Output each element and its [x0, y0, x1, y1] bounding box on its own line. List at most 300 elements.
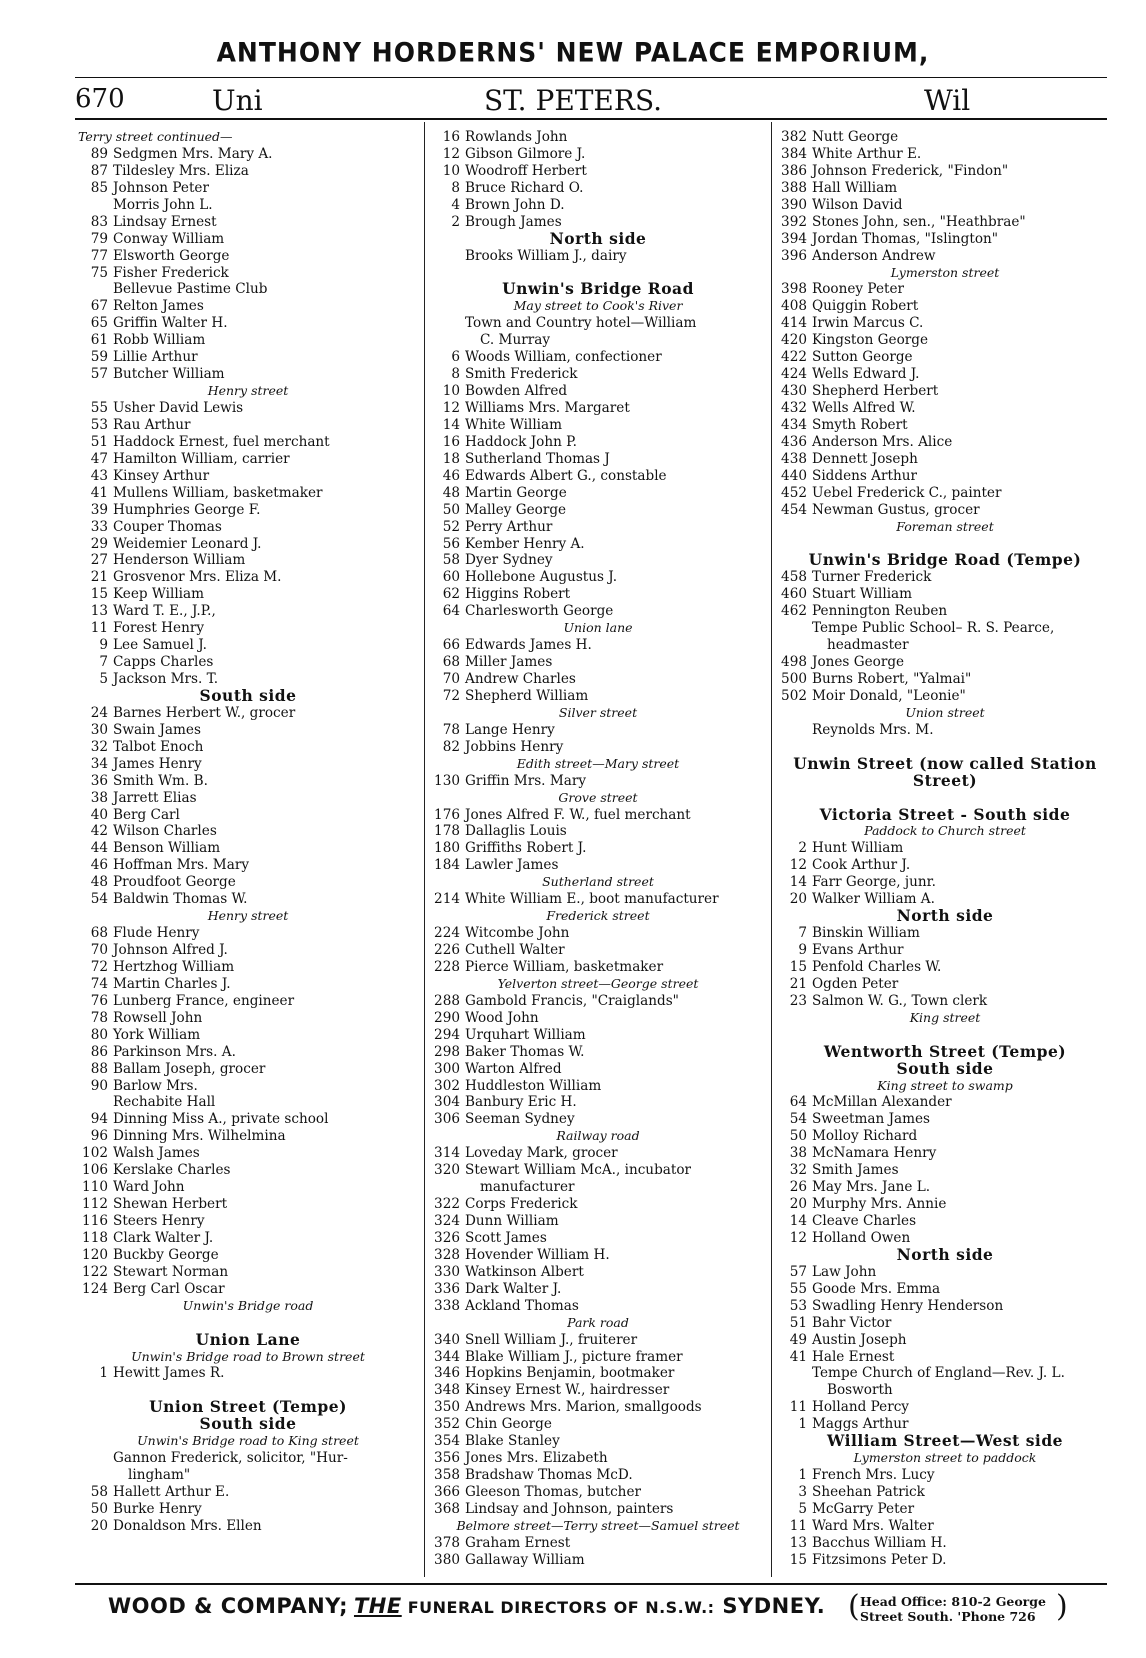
house-number: 1	[99, 1365, 108, 1382]
resident-name: Hovender William H.	[465, 1246, 610, 1263]
directory-entry	[78, 1247, 418, 1264]
house-number: 60	[442, 569, 460, 586]
resident-name: Sutton George	[812, 349, 913, 366]
directory-entry	[777, 315, 1113, 332]
directory-entry	[430, 840, 766, 857]
resident-name: Kinsey Arthur	[113, 467, 210, 484]
brace-left: (	[848, 1589, 860, 1624]
resident-name: Johnson Frederick, "Findon"	[812, 162, 1009, 179]
resident-name: Sweetman James	[812, 1111, 931, 1128]
house-number: 24	[90, 704, 108, 721]
house-number: 354	[434, 1433, 460, 1450]
directory-entry	[78, 1078, 418, 1095]
resident-name: Goode Mrs. Emma	[812, 1280, 941, 1297]
directory-entry	[78, 1230, 418, 1247]
house-number: 322	[434, 1196, 460, 1213]
house-number: 13	[90, 603, 108, 620]
resident-name: Fitzsimons Peter D.	[812, 1551, 947, 1568]
directory-entry	[777, 485, 1113, 502]
directory-entry	[430, 722, 766, 739]
directory-entry	[430, 214, 766, 231]
house-number: 422	[781, 349, 807, 366]
resident-name: Johnson Peter	[113, 179, 209, 196]
directory-entry	[78, 603, 418, 620]
resident-name: Grosvenor Mrs. Eliza M.	[113, 569, 282, 586]
directory-entry	[430, 1298, 766, 1315]
cross-street-label: Unwin's Bridge road to Brown street	[131, 1348, 365, 1364]
spacer	[777, 739, 1113, 756]
house-number: 10	[442, 383, 460, 400]
house-number: 6	[451, 349, 460, 366]
directory-entry-unnumbered: Town and Country hotel—William	[465, 315, 697, 332]
resident-name: Rowlands John	[465, 129, 568, 145]
house-number: 18	[442, 450, 460, 467]
house-number: 348	[434, 1382, 460, 1399]
directory-entry	[777, 1349, 1113, 1366]
directory-entry	[78, 823, 418, 840]
resident-name: Smyth Robert	[812, 416, 908, 433]
resident-name: Siddens Arthur	[812, 467, 917, 484]
directory-entry	[777, 688, 1113, 705]
house-number: 346	[434, 1365, 460, 1382]
spacer	[78, 1315, 418, 1332]
directory-entry	[430, 1349, 766, 1366]
house-number: 356	[434, 1450, 460, 1467]
resident-name: Dinning Mrs. Wilhelmina	[113, 1128, 286, 1145]
house-number: 29	[90, 535, 108, 552]
cross-street-label: Silver street	[558, 704, 638, 720]
resident-name: Hunt William	[812, 840, 904, 857]
directory-entry	[78, 1264, 418, 1281]
house-number: 380	[434, 1551, 460, 1568]
house-number: 88	[90, 1060, 108, 1077]
house-number: 122	[82, 1263, 108, 1280]
house-number: 33	[90, 518, 108, 535]
directory-entry	[430, 1044, 766, 1061]
directory-entry	[430, 434, 766, 451]
directory-entry	[78, 857, 418, 874]
resident-name: Walker William A.	[812, 891, 935, 908]
continuation-note: Terry street continued—	[78, 129, 233, 144]
house-number: 48	[442, 484, 460, 501]
house-number: 83	[90, 213, 108, 230]
resident-name: McNamara Henry	[812, 1145, 937, 1162]
house-number: 390	[781, 196, 807, 213]
resident-name: Barlow Mrs.	[113, 1077, 198, 1094]
resident-name: Penfold Charles W.	[812, 958, 942, 975]
house-number: 20	[789, 1196, 807, 1213]
directory-entry	[78, 637, 418, 654]
directory-entry	[78, 976, 418, 993]
house-number: 366	[434, 1484, 460, 1500]
directory-entry	[430, 519, 766, 536]
resident-name: Chin George	[465, 1416, 552, 1433]
directory-entry	[430, 671, 766, 688]
resident-name: Austin Joseph	[812, 1331, 907, 1348]
house-number: 502	[781, 687, 807, 704]
directory-entry	[78, 231, 418, 248]
resident-name: Jones Mrs. Elizabeth	[465, 1450, 608, 1467]
resident-name: Blake Stanley	[465, 1433, 560, 1450]
directory-entry	[777, 1281, 1113, 1298]
house-number: 396	[781, 247, 807, 264]
directory-entry	[777, 163, 1113, 180]
cross-street-label: Railway road	[556, 1128, 640, 1144]
resident-name: Hoffman Mrs. Mary	[113, 857, 250, 874]
directory-entry	[430, 1213, 766, 1230]
directory-entry	[78, 552, 418, 569]
directory-entry	[777, 1399, 1113, 1416]
resident-name: Burke Henry	[113, 1500, 202, 1517]
resident-name: Hallett Arthur E.	[113, 1484, 230, 1500]
resident-name: Seeman Sydney	[465, 1111, 575, 1128]
resident-name: Berg Carl	[113, 806, 180, 823]
house-number: 39	[90, 501, 108, 518]
header-rule	[75, 118, 1107, 120]
resident-name: Gambold Francis, "Craiglands"	[465, 992, 679, 1009]
cross-street-label: Park road	[567, 1314, 629, 1330]
directory-entry	[430, 1010, 766, 1027]
house-number: 420	[781, 332, 807, 349]
resident-name: Bowden Alfred	[465, 383, 568, 400]
footer-slogan	[108, 1594, 825, 1618]
house-number: 12	[789, 857, 807, 874]
directory-entry	[430, 654, 766, 671]
house-number: 434	[781, 416, 807, 433]
house-number: 394	[781, 230, 807, 247]
resident-name: Pierce William, basketmaker	[465, 958, 664, 975]
directory-entry	[430, 552, 766, 569]
street-heading: South side	[199, 687, 297, 705]
resident-name: McGarry Peter	[812, 1500, 915, 1517]
directory-entry	[78, 1196, 418, 1213]
resident-name: Binskin William	[812, 925, 920, 942]
resident-name: Dark Walter J.	[465, 1280, 562, 1297]
directory-entry	[777, 468, 1113, 485]
resident-name: Lange Henry	[465, 721, 555, 738]
house-number: 388	[781, 179, 807, 196]
house-number: 436	[781, 433, 807, 450]
house-number: 408	[781, 298, 807, 315]
resident-name: Ogden Peter	[812, 975, 899, 992]
resident-name: Murphy Mrs. Annie	[812, 1196, 947, 1213]
directory-entry	[777, 1298, 1113, 1315]
directory-entry-unnumbered: Morris John L.	[113, 196, 213, 213]
house-number: 414	[781, 315, 807, 332]
resident-name: Swain James	[113, 721, 201, 738]
street-heading: Wentworth Street (Tempe)	[823, 1043, 1067, 1061]
directory-entry	[78, 620, 418, 637]
resident-name: Anderson Andrew	[812, 247, 936, 264]
cross-street-label: Unwin's Bridge road to King street	[137, 1433, 359, 1449]
resident-name: Bahr Victor	[812, 1314, 892, 1331]
house-number: 440	[781, 467, 807, 484]
house-number: 50	[90, 1500, 108, 1517]
left-guide-word: Uni	[212, 84, 263, 117]
directory-entry-continuation: C. Murray	[480, 332, 551, 349]
house-number: 352	[434, 1416, 460, 1433]
resident-name: Farr George, junr.	[812, 874, 936, 891]
house-number: 16	[442, 129, 460, 145]
directory-entry	[777, 1128, 1113, 1145]
resident-name: Flude Henry	[113, 925, 200, 942]
resident-name: Lillie Arthur	[113, 349, 198, 366]
resident-name: Corps Frederick	[465, 1196, 578, 1213]
directory-entry	[777, 1315, 1113, 1332]
directory-entry	[430, 603, 766, 620]
house-number: 5	[798, 1500, 807, 1517]
directory-entry	[777, 1179, 1113, 1196]
resident-name: Lee Samuel J.	[113, 637, 207, 654]
resident-name: Woodroff Herbert	[465, 162, 587, 179]
house-number: 378	[434, 1534, 460, 1551]
directory-entry	[430, 1399, 766, 1416]
directory-entry	[78, 434, 418, 451]
resident-name: Wood John	[465, 1009, 539, 1026]
directory-entry	[78, 807, 418, 824]
resident-name: Ward T. E., J.P.,	[113, 603, 216, 620]
directory-entry	[430, 1501, 766, 1518]
resident-name: Uebel Frederick C., painter	[812, 484, 1002, 501]
directory-entry	[777, 1145, 1113, 1162]
resident-name: Keep William	[113, 586, 205, 603]
resident-name: Weidemier Leonard J.	[113, 535, 262, 552]
house-number: 96	[90, 1128, 108, 1145]
resident-name: Ward John	[113, 1179, 185, 1196]
directory-entry-continuation: lingham"	[128, 1467, 191, 1484]
house-number: 94	[90, 1111, 108, 1128]
directory-entry	[777, 671, 1113, 688]
resident-name: White Arthur E.	[812, 145, 922, 162]
footer-office-note	[848, 1589, 1068, 1624]
directory-entry	[777, 417, 1113, 434]
resident-name: Barnes Herbert W., grocer	[113, 704, 296, 721]
house-number: 344	[434, 1348, 460, 1365]
house-number: 68	[442, 654, 460, 671]
house-number: 1	[798, 1467, 807, 1484]
resident-name: Baker Thomas W.	[465, 1043, 585, 1060]
directory-entry	[430, 366, 766, 383]
resident-name: Griffiths Robert J.	[465, 840, 587, 857]
house-number: 68	[90, 925, 108, 942]
resident-name: Shepherd Herbert	[812, 383, 939, 400]
resident-name: Mullens William, basketmaker	[113, 484, 323, 501]
resident-name: Butcher William	[113, 366, 225, 383]
resident-name: Brown John D.	[465, 196, 565, 213]
house-number: 55	[789, 1280, 807, 1297]
house-number: 42	[90, 823, 108, 840]
directory-entry	[430, 451, 766, 468]
directory-entry	[430, 925, 766, 942]
resident-name: Griffin Walter H.	[113, 315, 228, 332]
resident-name: Couper Thomas	[113, 518, 222, 535]
cross-street-label: Union lane	[563, 620, 633, 636]
house-number: 32	[789, 1162, 807, 1179]
resident-name: Andrew Charles	[465, 671, 576, 687]
house-number: 56	[442, 535, 460, 552]
directory-entry	[777, 976, 1113, 993]
resident-name: Conway William	[113, 230, 225, 247]
resident-name: Tildesley Mrs. Eliza	[113, 162, 249, 179]
directory-entry	[78, 1128, 418, 1145]
house-number: 41	[90, 484, 108, 501]
house-number: 75	[90, 264, 108, 281]
house-number: 438	[781, 450, 807, 467]
directory-entry-unnumbered: Rechabite Hall	[113, 1094, 216, 1111]
directory-entry	[78, 519, 418, 536]
resident-name: Elsworth George	[113, 247, 230, 264]
house-number: 298	[434, 1043, 460, 1060]
house-number: 14	[789, 1213, 807, 1229]
house-number: 70	[442, 671, 460, 687]
house-number: 79	[90, 230, 108, 247]
resident-name: Burns Robert, "Yalmai"	[812, 671, 972, 687]
resident-name: Rau Arthur	[113, 416, 191, 433]
resident-name: Benson William	[113, 840, 221, 857]
house-number: 3	[798, 1484, 807, 1500]
house-number: 12	[442, 400, 460, 416]
house-number: 40	[90, 806, 108, 823]
house-number: 178	[434, 823, 460, 840]
spacer	[777, 536, 1113, 553]
house-number: 294	[434, 1026, 460, 1043]
house-number: 57	[90, 366, 108, 383]
footer-advertisement	[108, 1590, 1088, 1634]
house-number: 9	[99, 637, 108, 654]
resident-name: Evans Arthur	[812, 942, 904, 958]
spacer	[78, 1382, 418, 1399]
directory-entry-unnumbered: Bellevue Pastime Club	[113, 281, 268, 298]
resident-name: Ackland Thomas	[465, 1297, 579, 1314]
house-number: 460	[781, 586, 807, 603]
cross-street-label: Henry street	[207, 383, 289, 399]
directory-entry	[430, 1552, 766, 1569]
house-number: 9	[798, 942, 807, 958]
house-number: 67	[90, 298, 108, 315]
directory-entry	[78, 349, 418, 366]
directory-entry	[430, 1247, 766, 1264]
directory-entry	[430, 400, 766, 417]
house-number: 498	[781, 654, 807, 671]
resident-name: Jones George	[812, 654, 905, 671]
directory-entry	[430, 129, 766, 146]
column-divider	[424, 122, 425, 1577]
spacer	[777, 790, 1113, 807]
resident-name: Buckby George	[113, 1246, 219, 1263]
resident-name: Gallaway William	[465, 1551, 585, 1568]
house-number: 398	[781, 281, 807, 298]
right-guide-word: Wil	[924, 84, 971, 117]
directory-entry-unnumbered: Brooks William J., dairy	[465, 247, 627, 264]
resident-name: Smith James	[812, 1162, 899, 1179]
house-number: 338	[434, 1297, 460, 1314]
house-number: 51	[789, 1314, 807, 1331]
directory-entry	[777, 1552, 1113, 1569]
house-number: 87	[90, 162, 108, 179]
directory-entry	[777, 451, 1113, 468]
resident-name: Lindsay Ernest	[113, 213, 217, 230]
house-number: 350	[434, 1399, 460, 1416]
house-number: 2	[451, 213, 460, 230]
cross-street-label: Edith street—Mary street	[516, 755, 680, 771]
street-heading: Victoria Street - South side	[819, 806, 1071, 824]
resident-name: Wilson Charles	[113, 823, 217, 840]
house-number: 80	[90, 1026, 108, 1043]
directory-entry	[430, 857, 766, 874]
directory-entry-continuation: headmaster	[827, 637, 909, 654]
resident-name: Hollebone Augustus J.	[465, 569, 618, 586]
resident-name: Holland Percy	[812, 1399, 909, 1416]
directory-entry	[777, 1162, 1113, 1179]
resident-name: Smith Wm. B.	[113, 772, 208, 789]
directory-entry	[777, 281, 1113, 298]
directory-entry	[78, 1111, 418, 1128]
spacer	[777, 1027, 1113, 1044]
resident-name: Bruce Richard O.	[465, 179, 584, 196]
house-number: 11	[789, 1399, 807, 1416]
page-banner: ANTHONY HORDERNS' NEW PALACE EMPORIUM,	[216, 37, 930, 68]
directory-entry	[430, 586, 766, 603]
directory-entry	[78, 1027, 418, 1044]
directory-entry	[430, 942, 766, 959]
directory-entry	[78, 756, 418, 773]
directory-entry	[78, 146, 418, 163]
resident-name: Wells Alfred W.	[812, 400, 916, 416]
directory-entry	[430, 891, 766, 908]
cross-street-label: Frederick street	[546, 908, 650, 924]
directory-entry	[777, 400, 1113, 417]
house-number: 51	[90, 433, 108, 450]
house-number: 224	[434, 925, 460, 942]
house-number: 314	[434, 1145, 460, 1162]
street-heading: North side	[896, 908, 994, 926]
cross-street-label: Lymerston street	[890, 264, 1000, 280]
resident-name: Dyer Sydney	[465, 552, 553, 569]
directory-entry	[430, 536, 766, 553]
directory-entry	[430, 1027, 766, 1044]
directory-entry	[78, 993, 418, 1010]
resident-name: Martin George	[465, 484, 567, 501]
resident-name: Bradshaw Thomas McD.	[465, 1467, 633, 1484]
resident-name: Talbot Enoch	[113, 738, 204, 755]
street-heading: Union Lane	[195, 1331, 301, 1349]
resident-name: Gleeson Thomas, butcher	[465, 1484, 641, 1500]
house-number: 330	[434, 1263, 460, 1280]
directory-entry	[430, 1484, 766, 1501]
house-number: 462	[781, 603, 807, 620]
directory-entry	[430, 807, 766, 824]
house-number: 326	[434, 1229, 460, 1246]
directory-entry	[777, 1501, 1113, 1518]
directory-entry	[78, 654, 418, 671]
house-number: 386	[781, 162, 807, 179]
directory-entry	[78, 1281, 418, 1298]
house-number: 58	[90, 1484, 108, 1500]
resident-name: Urquhart William	[465, 1026, 586, 1043]
house-number: 48	[90, 874, 108, 891]
house-number: 32	[90, 738, 108, 755]
directory-entry	[78, 1162, 418, 1179]
directory-entry	[777, 1264, 1113, 1281]
resident-name: Parkinson Mrs. A.	[113, 1043, 236, 1060]
directory-entry	[777, 231, 1113, 248]
directory-entry	[777, 434, 1113, 451]
house-number: 13	[789, 1534, 807, 1551]
resident-name: Forest Henry	[113, 620, 205, 637]
directory-entry	[430, 1078, 766, 1095]
house-number: 340	[434, 1331, 460, 1348]
house-number: 7	[99, 654, 108, 671]
